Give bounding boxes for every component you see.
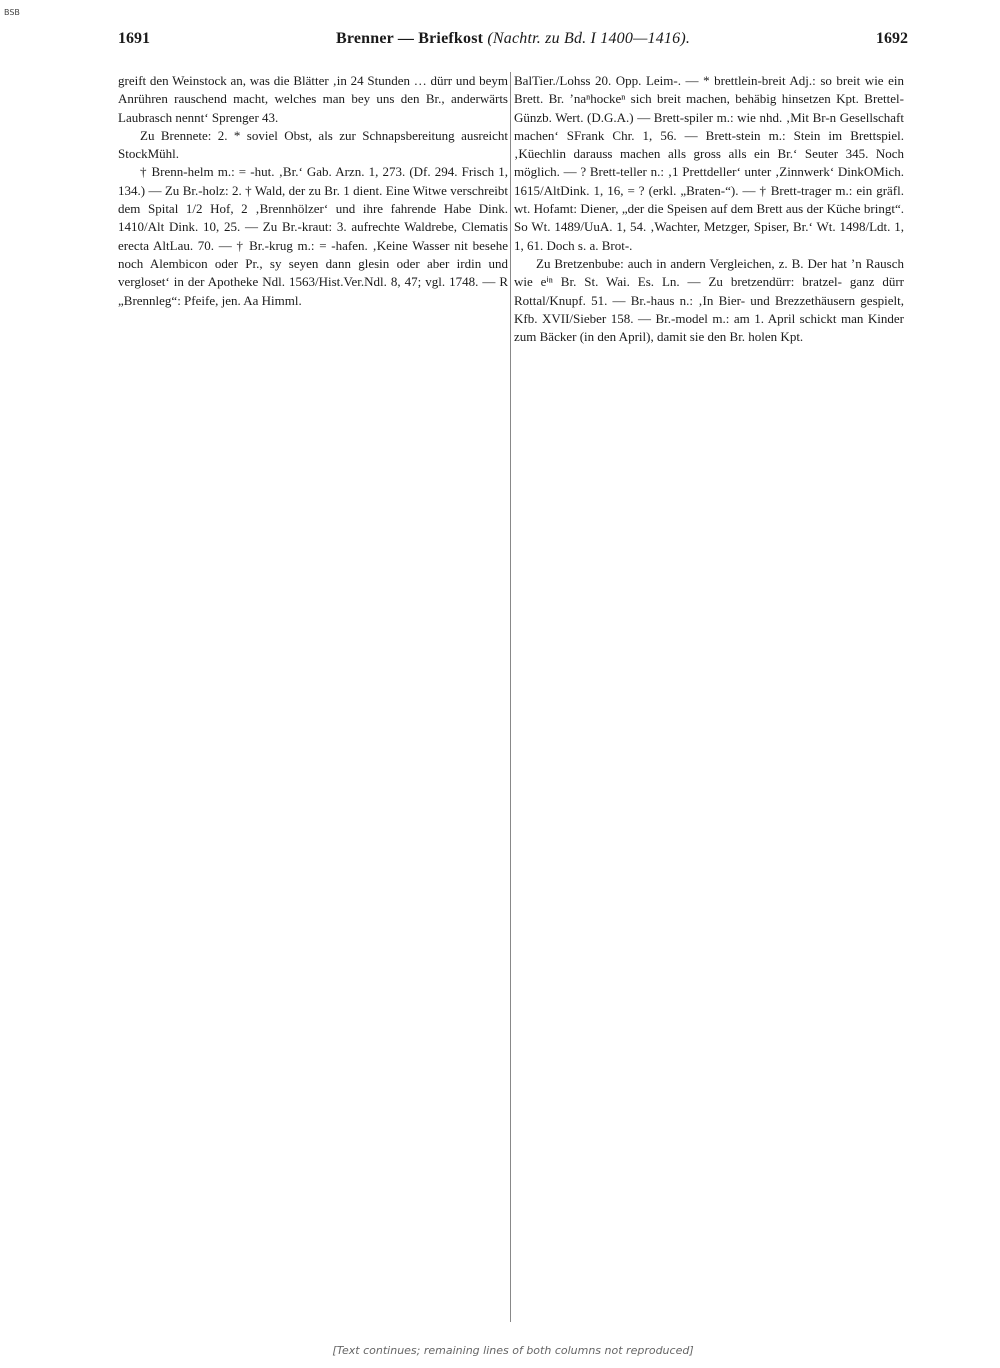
column-divider	[510, 72, 511, 1322]
right-paragraph: BalTier./Lohss 20. Opp. Leim-. — * brettlein-breit Adj.: so breit wie ein Brett. Br. ’naⁿhockeⁿ sich breit machen, behäbig hinsetzen Kpt. Brettel-Günzb. Wert. (D.G.A.) — Brett-spiler m.: wie nhd. ‚Mit Br-n Gesellschaft machen‘ SFrank Chr. 1, 56. — Brett-stein m.: Stein im Brettspiel. ‚Küechlin darauss machen alls gross alls ein Br.‘ Seuter 345. Noch möglich. — ? Brett-teller n.: ‚1 Prettdeller‘ unter ‚Zinnwerk‘ DinkOMich. 1615/AltDink. 1, 16, = ? (erkl. „Braten-“). — † Brett-trager m.: ein gräfl. wt. Hofamt: Diener, „der die Speisen auf dem Brett aus der Küche bringt“. So Wt. 1489/UuA. 1, 54. ‚Wachter, Metzger, Spiser, Br.‘ Wt. 1498/Ldt. 1, 1, 61. Doch s. a. Brot-.	[514, 73, 904, 253]
running-title	[118, 30, 908, 48]
page-number-left: 1691	[118, 30, 150, 47]
page-number-right: 1692	[876, 30, 908, 47]
library-stamp: BSB	[4, 8, 20, 17]
left-paragraph: Zu Brennete: 2. * soviel Obst, als zur Schnapsbereitung ausreicht StockMühl.	[118, 127, 508, 162]
page-header	[118, 30, 908, 56]
left-paragraph: greift den Weinstock an, was die Blätter ‚in 24 Stunden … dürr und beym Anrühren rauschend macht, welches man bey uns den Br., anderwärts Laubrasch nennt‘ Sprenger 43.	[118, 73, 508, 125]
running-title-main: Brenner — Briefkost	[335, 30, 484, 47]
right-paragraph: Zu Bretzenbube: auch in andern Vergleichen, z. B. Der hat ’n Rausch wie eⁱⁿ Br. St. Wai. Es. Ln. — Zu bretzendürr: bratzel- ganz dürr Rottal/Knupf. 51. — Br.-haus n.: ‚In Bier- und Brezzethäusern gespielt, Kfb. XVII/Sieber 158. — Br.-model m.: am 1. April schickt man Kinder zum Bäcker (in den April), damit sie den Br. holen Kpt.	[514, 255, 904, 345]
right-column	[514, 72, 904, 1332]
running-title-sub: (Nachtr. zu Bd. I 1400—1416).	[487, 30, 691, 47]
truncation-note: [Text continues; remaining lines of both columns not reproduced]	[332, 1344, 694, 1357]
left-column	[118, 72, 508, 1332]
left-paragraph: † Brenn-helm m.: = -hut. ‚Br.‘ Gab. Arzn. 1, 273. (Df. 294. Frisch 1, 134.) — Zu Br.-holz: 2. † Wald, der zu Br. 1 dient. Eine Witwe verschreibt dem Spital 1/2 Hof, 2 ‚Brennhölzer‘ und ihre fahrende Habe Dink. 1410/Alt Dink. 10, 25. — Zu Br.-kraut: 3. aufrechte Waldrebe, Clematis erecta AltLau. 70. — † Br.-krug m.: = -hafen. ‚Keine Wasser nit besehe noch Alembicon oder Pr., sy seyen dann glesin oder aber irdin und vergloset‘ in der Apotheke Ndl. 1563/Hist.Ver.Ndl. 8, 47; vgl. 1748. — R „Brennleg“: Pfeife, jen. Aa Himml.	[118, 164, 508, 308]
